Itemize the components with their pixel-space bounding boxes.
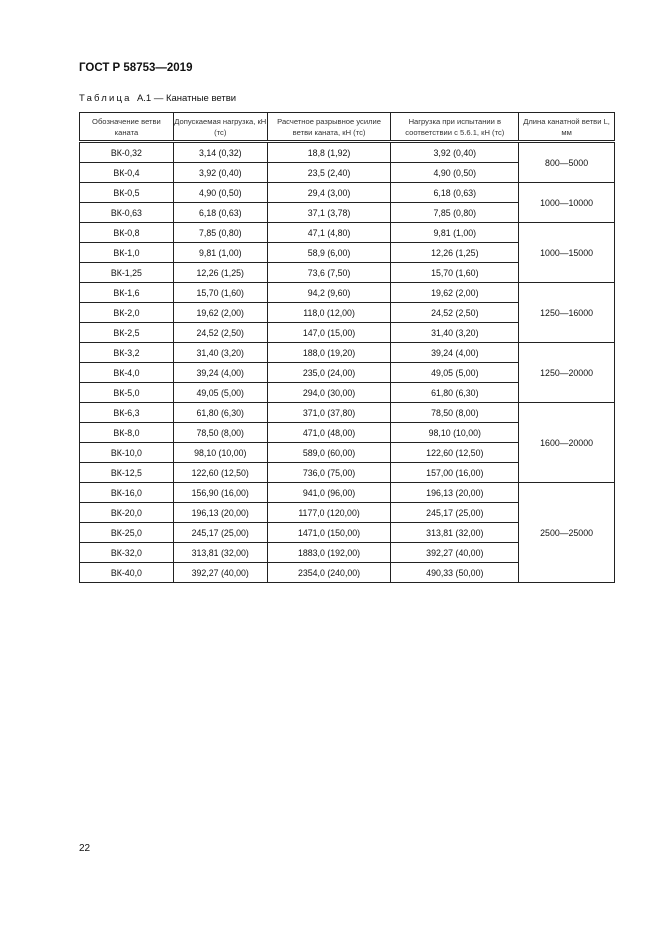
cell-test-load: 313,81 (32,00) — [391, 523, 519, 543]
cell-breaking-force: 37,1 (3,78) — [267, 203, 391, 223]
cell-allowable-load: 7,85 (0,80) — [173, 223, 267, 243]
cell-designation: ВК-12,5 — [80, 463, 174, 483]
cell-length: 2500—25000 — [519, 483, 615, 583]
cell-length: 1250—20000 — [519, 343, 615, 403]
cell-test-load: 49,05 (5,00) — [391, 363, 519, 383]
cell-test-load: 9,81 (1,00) — [391, 223, 519, 243]
cell-allowable-load: 156,90 (16,00) — [173, 483, 267, 503]
table-row — [80, 223, 615, 243]
cell-allowable-load: 6,18 (0,63) — [173, 203, 267, 223]
cell-test-load: 24,52 (2,50) — [391, 303, 519, 323]
cell-designation: ВК-0,63 — [80, 203, 174, 223]
cell-designation: ВК-2,0 — [80, 303, 174, 323]
cell-breaking-force: 371,0 (37,80) — [267, 403, 391, 423]
cell-test-load: 98,10 (10,00) — [391, 423, 519, 443]
cell-breaking-force: 589,0 (60,00) — [267, 443, 391, 463]
cell-test-load: 490,33 (50,00) — [391, 563, 519, 583]
cell-designation: ВК-8,0 — [80, 423, 174, 443]
table-row — [80, 403, 615, 423]
table-body — [80, 142, 615, 583]
cell-allowable-load: 245,17 (25,00) — [173, 523, 267, 543]
cell-designation: ВК-0,5 — [80, 183, 174, 203]
table-row — [80, 283, 615, 303]
cell-breaking-force: 2354,0 (240,00) — [267, 563, 391, 583]
cell-breaking-force: 188,0 (19,20) — [267, 343, 391, 363]
cell-allowable-load: 98,10 (10,00) — [173, 443, 267, 463]
cell-test-load: 245,17 (25,00) — [391, 503, 519, 523]
cell-allowable-load: 78,50 (8,00) — [173, 423, 267, 443]
cell-test-load: 12,26 (1,25) — [391, 243, 519, 263]
table-row — [80, 142, 615, 163]
cell-breaking-force: 23,5 (2,40) — [267, 163, 391, 183]
cell-test-load: 157,00 (16,00) — [391, 463, 519, 483]
cell-test-load: 6,18 (0,63) — [391, 183, 519, 203]
cell-test-load: 39,24 (4,00) — [391, 343, 519, 363]
caption-label: Таблица — [79, 93, 132, 104]
cell-designation: ВК-2,5 — [80, 323, 174, 343]
cell-designation: ВК-4,0 — [80, 363, 174, 383]
cell-allowable-load: 4,90 (0,50) — [173, 183, 267, 203]
cell-breaking-force: 1471,0 (150,00) — [267, 523, 391, 543]
cell-allowable-load: 39,24 (4,00) — [173, 363, 267, 383]
cell-test-load: 7,85 (0,80) — [391, 203, 519, 223]
table-header-row — [80, 113, 615, 142]
cell-breaking-force: 94,2 (9,60) — [267, 283, 391, 303]
cell-length: 1600—20000 — [519, 403, 615, 483]
table-row — [80, 183, 615, 203]
cell-designation: ВК-0,8 — [80, 223, 174, 243]
cell-test-load: 196,13 (20,00) — [391, 483, 519, 503]
cell-test-load: 15,70 (1,60) — [391, 263, 519, 283]
cell-test-load: 61,80 (6,30) — [391, 383, 519, 403]
table-row — [80, 343, 615, 363]
cell-breaking-force: 118,0 (12,00) — [267, 303, 391, 323]
cell-designation: ВК-6,3 — [80, 403, 174, 423]
cell-breaking-force: 73,6 (7,50) — [267, 263, 391, 283]
cell-test-load: 3,92 (0,40) — [391, 142, 519, 163]
cell-designation: ВК-0,32 — [80, 142, 174, 163]
cell-allowable-load: 392,27 (40,00) — [173, 563, 267, 583]
rope-branches-table — [79, 112, 615, 583]
cell-breaking-force: 147,0 (15,00) — [267, 323, 391, 343]
cell-allowable-load: 3,14 (0,32) — [173, 142, 267, 163]
cell-allowable-load: 196,13 (20,00) — [173, 503, 267, 523]
cell-test-load: 4,90 (0,50) — [391, 163, 519, 183]
cell-allowable-load: 61,80 (6,30) — [173, 403, 267, 423]
col-header-test-load: Нагрузка при испытании в соответствии с 5.6.1, кН (тс) — [391, 113, 519, 142]
cell-designation: ВК-5,0 — [80, 383, 174, 403]
page-number: 22 — [79, 843, 91, 854]
cell-breaking-force: 18,8 (1,92) — [267, 142, 391, 163]
col-header-allowable-load: Допускаемая нагрузка, кН (тс) — [173, 113, 267, 142]
cell-designation: ВК-20,0 — [80, 503, 174, 523]
cell-allowable-load: 122,60 (12,50) — [173, 463, 267, 483]
cell-length: 1000—10000 — [519, 183, 615, 223]
cell-allowable-load: 49,05 (5,00) — [173, 383, 267, 403]
cell-breaking-force: 47,1 (4,80) — [267, 223, 391, 243]
cell-allowable-load: 24,52 (2,50) — [173, 323, 267, 343]
col-header-designation: Обозначение ветви каната — [80, 113, 174, 142]
cell-designation: ВК-40,0 — [80, 563, 174, 583]
cell-designation: ВК-3,2 — [80, 343, 174, 363]
cell-designation: ВК-25,0 — [80, 523, 174, 543]
cell-length: 1250—16000 — [519, 283, 615, 343]
cell-allowable-load: 3,92 (0,40) — [173, 163, 267, 183]
cell-test-load: 19,62 (2,00) — [391, 283, 519, 303]
cell-length: 1000—15000 — [519, 223, 615, 283]
cell-allowable-load: 19,62 (2,00) — [173, 303, 267, 323]
cell-allowable-load: 12,26 (1,25) — [173, 263, 267, 283]
caption-text: А.1 — Канатные ветви — [136, 93, 237, 104]
cell-breaking-force: 1883,0 (192,00) — [267, 543, 391, 563]
cell-test-load: 31,40 (3,20) — [391, 323, 519, 343]
cell-designation: ВК-32,0 — [80, 543, 174, 563]
cell-designation: ВК-1,0 — [80, 243, 174, 263]
cell-breaking-force: 294,0 (30,00) — [267, 383, 391, 403]
cell-breaking-force: 736,0 (75,00) — [267, 463, 391, 483]
cell-length: 800—5000 — [519, 142, 615, 183]
col-header-breaking-force: Расчетное разрывное усилие ветви каната, кН (тс) — [267, 113, 391, 142]
table-caption — [79, 93, 236, 104]
cell-allowable-load: 31,40 (3,20) — [173, 343, 267, 363]
cell-test-load: 122,60 (12,50) — [391, 443, 519, 463]
col-header-length: Длина канатной ветви L, мм — [519, 113, 615, 142]
cell-designation: ВК-1,6 — [80, 283, 174, 303]
cell-breaking-force: 1177,0 (120,00) — [267, 503, 391, 523]
cell-allowable-load: 15,70 (1,60) — [173, 283, 267, 303]
cell-test-load: 392,27 (40,00) — [391, 543, 519, 563]
cell-designation: ВК-0,4 — [80, 163, 174, 183]
cell-allowable-load: 313,81 (32,00) — [173, 543, 267, 563]
cell-designation: ВК-1,25 — [80, 263, 174, 283]
cell-breaking-force: 58,9 (6,00) — [267, 243, 391, 263]
cell-designation: ВК-16,0 — [80, 483, 174, 503]
cell-breaking-force: 235,0 (24,00) — [267, 363, 391, 383]
cell-breaking-force: 471,0 (48,00) — [267, 423, 391, 443]
cell-allowable-load: 9,81 (1,00) — [173, 243, 267, 263]
cell-breaking-force: 941,0 (96,00) — [267, 483, 391, 503]
cell-breaking-force: 29,4 (3,00) — [267, 183, 391, 203]
document-id: ГОСТ Р 58753—2019 — [79, 62, 193, 74]
cell-designation: ВК-10,0 — [80, 443, 174, 463]
table-row — [80, 483, 615, 503]
cell-test-load: 78,50 (8,00) — [391, 403, 519, 423]
